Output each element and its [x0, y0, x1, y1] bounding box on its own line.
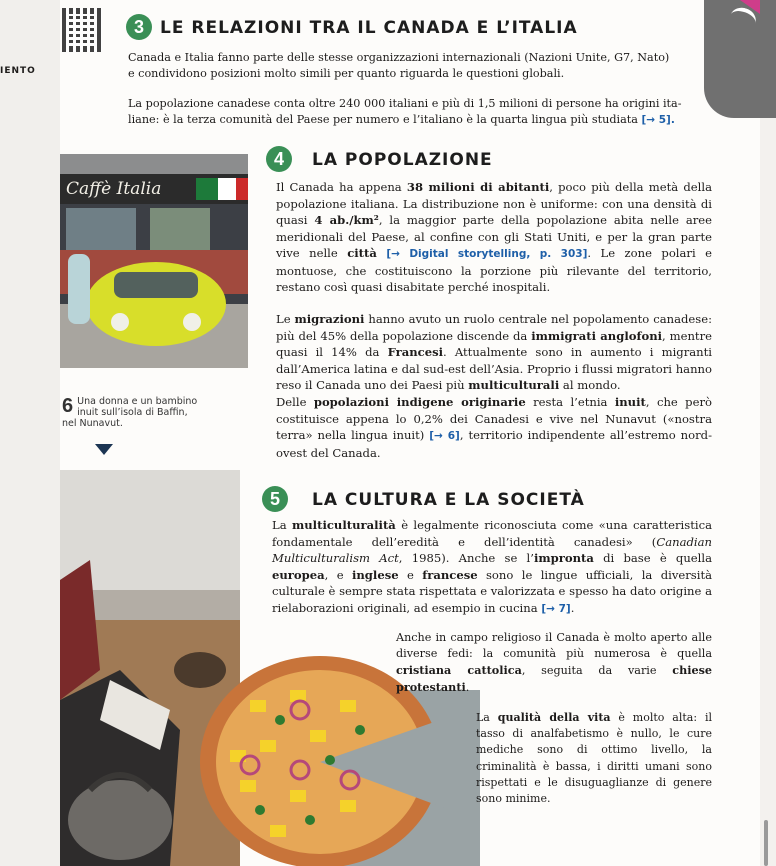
- section-3-line-4-text: liane: è la terza comunità del Paese per numero e l’italiano è la quarta lingua più studiata: [128, 113, 638, 126]
- section-4-badge: 4: [266, 146, 292, 172]
- section-5-paragraph-3: La qualità della vita è molto alta: il tasso di analfabetismo è nullo, le cure mediche sono di ottimo livello, la criminalità è bassa, i diritti umani sono rispettati e le disuguaglianze di genere sono minime.: [476, 711, 712, 806]
- section-3-line-4: [128, 112, 728, 129]
- flag-red: [236, 178, 248, 200]
- pink-corner-mark: [740, 0, 760, 14]
- flag-white: [218, 178, 236, 200]
- left-margin: [0, 0, 60, 866]
- section-5-badge: 5: [262, 486, 288, 512]
- car-headlight-right: [183, 313, 201, 331]
- figure-7-link[interactable]: [→ 7]: [541, 602, 571, 615]
- scrollbar-thumb[interactable]: [764, 820, 768, 866]
- caption-text: Una donna e un bambino inuit sull’isola di Baffin, nel Nunavut.: [62, 396, 198, 429]
- section-5-paragraph-1: La multiculturalità è legalmente riconosciuta come «una caratteristica fondamentale dell’eredità e dell’identità canadesi» (Canadian Multiculturalism Act, 1985). Anche se l’impronta di base è quella europea, e inglese e francese sono le lingue ufficiali, la diversità culturale è sempre stata rispettata e valorizzata e spesso ha dato origine a rielaborazioni originali, ad esempio in cucina [→ 7].: [272, 518, 713, 615]
- section-3-line-3: La popolazione canadese conta oltre 240 000 italiani e più di 1,5 milioni di persone ha origini ita-: [128, 97, 682, 110]
- flag-green: [196, 178, 218, 200]
- blue-car: [68, 254, 90, 324]
- side-tab-label: IENTO: [0, 66, 36, 76]
- caption-number: 6: [62, 395, 74, 417]
- car-windshield: [114, 272, 198, 298]
- section-3-line-1: Canada e Italia fanno parte delle stesse organizzazioni internazionali (Nazioni Unite, G7, Nato): [128, 51, 670, 64]
- car-headlight-left: [111, 313, 129, 331]
- qr-code-icon: [62, 8, 102, 52]
- cafe-roof: [60, 154, 248, 174]
- section-3-line-2: e condividono posizioni molto simili per quanto riguarda le questioni globali.: [128, 67, 565, 80]
- section-4-title: LA POPOLAZIONE: [312, 150, 493, 170]
- section-3-title: LE RELAZIONI TRA IL CANADA E L’ITALIA: [160, 18, 578, 38]
- section-3-ref-link[interactable]: [→ 5].: [641, 114, 675, 126]
- section-4-paragraph-3: Delle popolazioni indigene originarie resta l’etnia inuit, che però costituisce appena lo 0,2% dei Canadesi e vive nel Nunavut («nostra terra» nella lingua inuit) [→ 6], territorio indipendente all’estremo nord-ovest del Canada.: [276, 395, 713, 460]
- kettle: [68, 780, 172, 860]
- right-margin: [760, 0, 776, 866]
- digital-storytelling-link[interactable]: [→ Digital storytelling, p. 303]: [386, 248, 588, 260]
- figure-6-caption: [62, 396, 202, 429]
- cafe-sign-text: Caffè Italia: [66, 179, 162, 199]
- section-5-paragraph-2: Anche in campo religioso il Canada è molto aperto alle diverse fedi: la comunità più numerosa è quella cristiana cattolica, seguita da varie chiese protestanti.: [396, 631, 712, 694]
- section-5-title: LA CULTURA E LA SOCIETÀ: [312, 490, 585, 510]
- caption-pointer-icon: [95, 444, 113, 455]
- section-3-badge: 3: [126, 14, 152, 40]
- cafe-italia-photo: [60, 154, 248, 368]
- figure-6-link[interactable]: [→ 6]: [429, 430, 460, 442]
- section-4-paragraph-2: Le migrazioni hanno avuto un ruolo centrale nel popolamento canadese: più del 45% della popolazione discende da immigrati anglofoni, mentre quasi il 14% da Francesi. Attualmente sono in aumento i migranti dall’America latina e dal sud-est dell’Asia. Proprio i flussi migratori hanno reso il Canada uno dei Paesi più multiculturali al mondo.: [276, 312, 712, 392]
- section-4-paragraph-1: Il Canada ha appena 38 milioni di abitanti, poco più della metà della popolazione italiana. La distribuzione non è uniforme: con una densità di quasi 4 ab./km², la maggior parte della popolazione abita nelle aree meridionali del Paese, al confine con gli Stati Uniti, e per la gran parte vive nelle città [→ Digital storytelling, p. 303]. Le zone polari e montuose, che costituiscono la porzione più rilevante del territorio, restano così quasi disabitate perché inospitali.: [276, 180, 712, 294]
